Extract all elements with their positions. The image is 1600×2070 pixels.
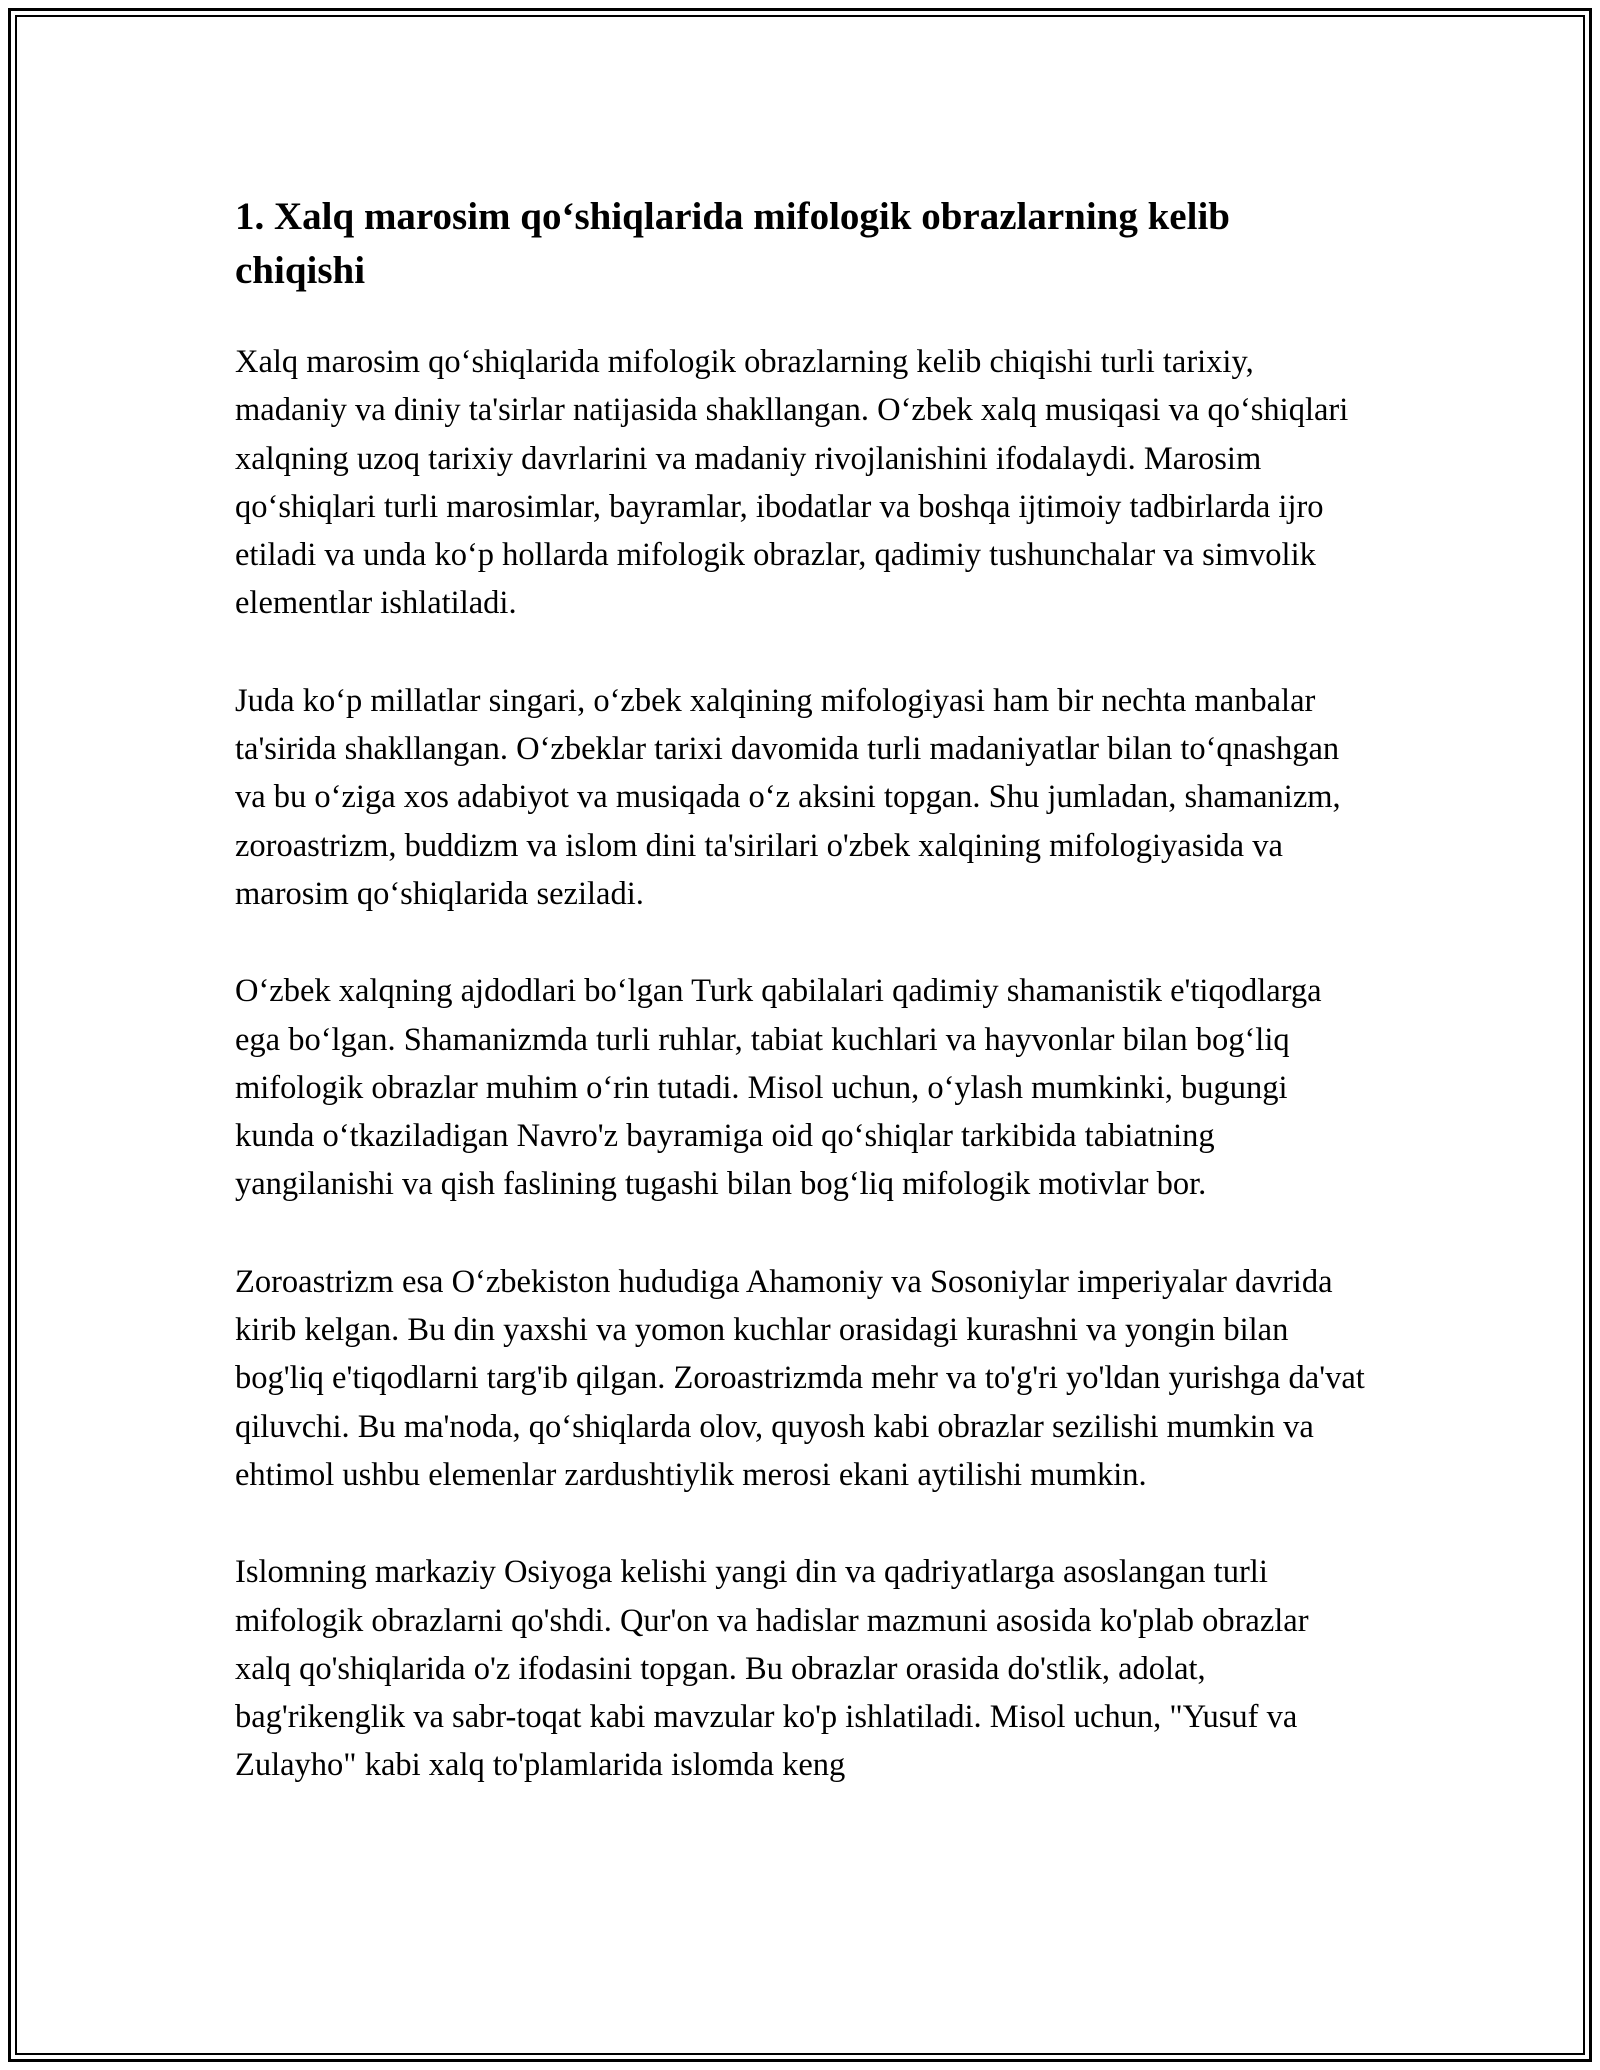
section-title: 1. Xalq marosim qo‘shiqlarida mifologik obrazlarning kelib chiqishi — [235, 195, 1230, 292]
paragraph-zoroastrianism: Zoroastrizm esa O‘zbekiston hududiga Ahamoniy va Sosoniylar imperiyalar davrida kirib kelgan. Bu din yaxshi va yomon kuchlar orasidagi kurashni va yongin bilan bog'liq e'tiqodlarni targ'ib qilgan. Zoroastrizmda mehr va to'g'ri yo'ldan yurishga da'vat qiluvchi. Bu ma'noda, qo‘shiqlarda olov, quyosh kabi obrazlar sezilishi mumkin va ehtimol ushbu elemenlar zardushtiylik merosi ekani aytilishi mumkin. — [235, 1263, 1365, 1493]
paragraph-sources: Juda ko‘p millatlar singari, o‘zbek xalqining mifologiyasi ham bir nechta manbalar ta'sirida shakllangan. O‘zbeklar tarixi davomida turli madaniyatlar bilan to‘qnashgan va bu o‘ziga xos adabiyot va musiqada o‘z aksini topgan. Shu jumladan, shamanizm, zoroastrizm, buddizm va islom dini ta'sirilari o'zbek xalqining mifologiyasida va marosim qo‘shiqlarida seziladi. — [235, 682, 1341, 912]
paragraph-origins: Xalq marosim qo‘shiqlarida mifologik obrazlarning kelib chiqishi turli tarixiy, madaniy va diniy ta'sirlar natijasida shakllangan. O‘zbek xalq musiqasi va qo‘shiqlari xalqning uzoq tarixiy davrlarini va madaniy rivojlanishini ifodalaydi. Marosim qo‘shiqlari turli marosimlar, bayramlar, ibodatlar va boshqa ijtimoiy tadbirlarda ijro etiladi va unda ko‘p hollarda mifologik obrazlar, qadimiy tushunchalar va simvolik elementlar ishlatiladi. — [235, 344, 1349, 622]
paragraph-shamanism: O‘zbek xalqning ajdodlari bo‘lgan Turk qabilalari qadimiy shamanistik e'tiqodlarga ega bo‘lgan. Shamanizmda turli ruhlar, tabiat kuchlari va hayvonlar bilan bog‘liq mifologik obrazlar muhim o‘rin tutadi. Misol uchun, o‘ylash mumkinki, bugungi kunda o‘tkaziladigan Navro'z bayramiga oid qo‘shiqlar tarkibida tabiatning yangilanishi va qish faslining tugashi bilan bog‘liq mifologik motivlar bor. — [235, 973, 1322, 1203]
document-body — [235, 190, 1365, 1839]
paragraph-islam: Islomning markaziy Osiyoga kelishi yangi din va qadriyatlarga asoslangan turli mifologik obrazlarni qo'shdi. Qur'on va hadislar mazmuni asosida ko'plab obrazlar xalq qo'shiqlarida o'z ifodasini topgan. Bu obrazlar orasida do'stlik, adolat, bag'rikenglik va sabr-toqat kabi mavzular ko'p ishlatiladi. Misol uchun, "Yusuf va Zulayho" kabi xalq to'plamlarida islomda keng — [235, 1554, 1309, 1784]
